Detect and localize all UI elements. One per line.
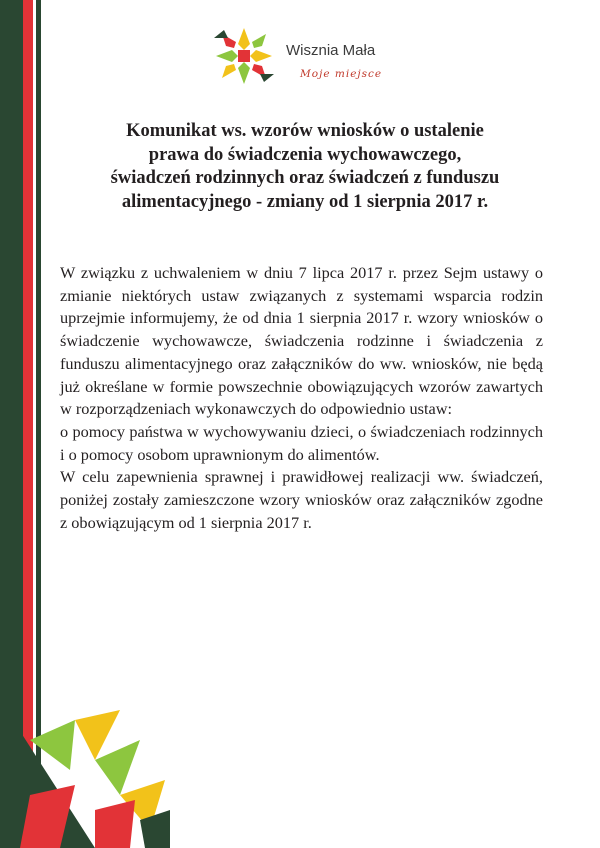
title-line: Komunikat ws. wzorów wniosków o ustalenie [126, 121, 484, 141]
logo-tagline: Moje miejsce [300, 68, 383, 80]
wisznia-mala-logo-icon [208, 24, 280, 88]
body-paragraph: W związku z uchwaleniem w dniu 7 lipca 2017 r. przez Sejm ustawy o zmianie niektórych ustaw związanych z systemami wsparcia rodzin uprzejmie informujemy, że od dnia 1 sierpnia 2017 r. wzory wniosków o świadczenie wychowawcze, świadczenia rodzinne i świadczenia z funduszu alimentacyjnego oraz załączników do ww. wniosków, nie będą już określane w formie powszechnie obowiązujących wzorów zawartych w rozporządzeniach wykonawczych do odpowiednio ustaw: [60, 263, 543, 419]
announcement-body [60, 262, 543, 534]
corner-ornament-icon [0, 700, 170, 848]
logo-name: Wisznia Mała [286, 42, 376, 59]
logo [208, 24, 408, 94]
title-line: alimentacyjnego - zmiany od 1 sierpnia 2017 r. [121, 191, 489, 212]
title-line: świadczeń rodzinnych oraz świadczeń z funduszu [110, 168, 500, 188]
body-paragraph: o pomocy państwa w wychowywaniu dzieci, o świadczeniach rodzinnych i o pomocy osobom uprawnionym do alimentów. [60, 421, 543, 464]
title-line: prawa do świadczenia wychowawczego, [148, 144, 462, 165]
body-paragraph: W celu zapewnienia sprawnej i prawidłowej realizacji ww. świadczeń, poniżej zostały zamieszczone wzory wniosków oraz załączników zgodne z obowiązującym od 1 sierpnia 2017 r. [60, 467, 543, 532]
page-title [60, 120, 550, 214]
